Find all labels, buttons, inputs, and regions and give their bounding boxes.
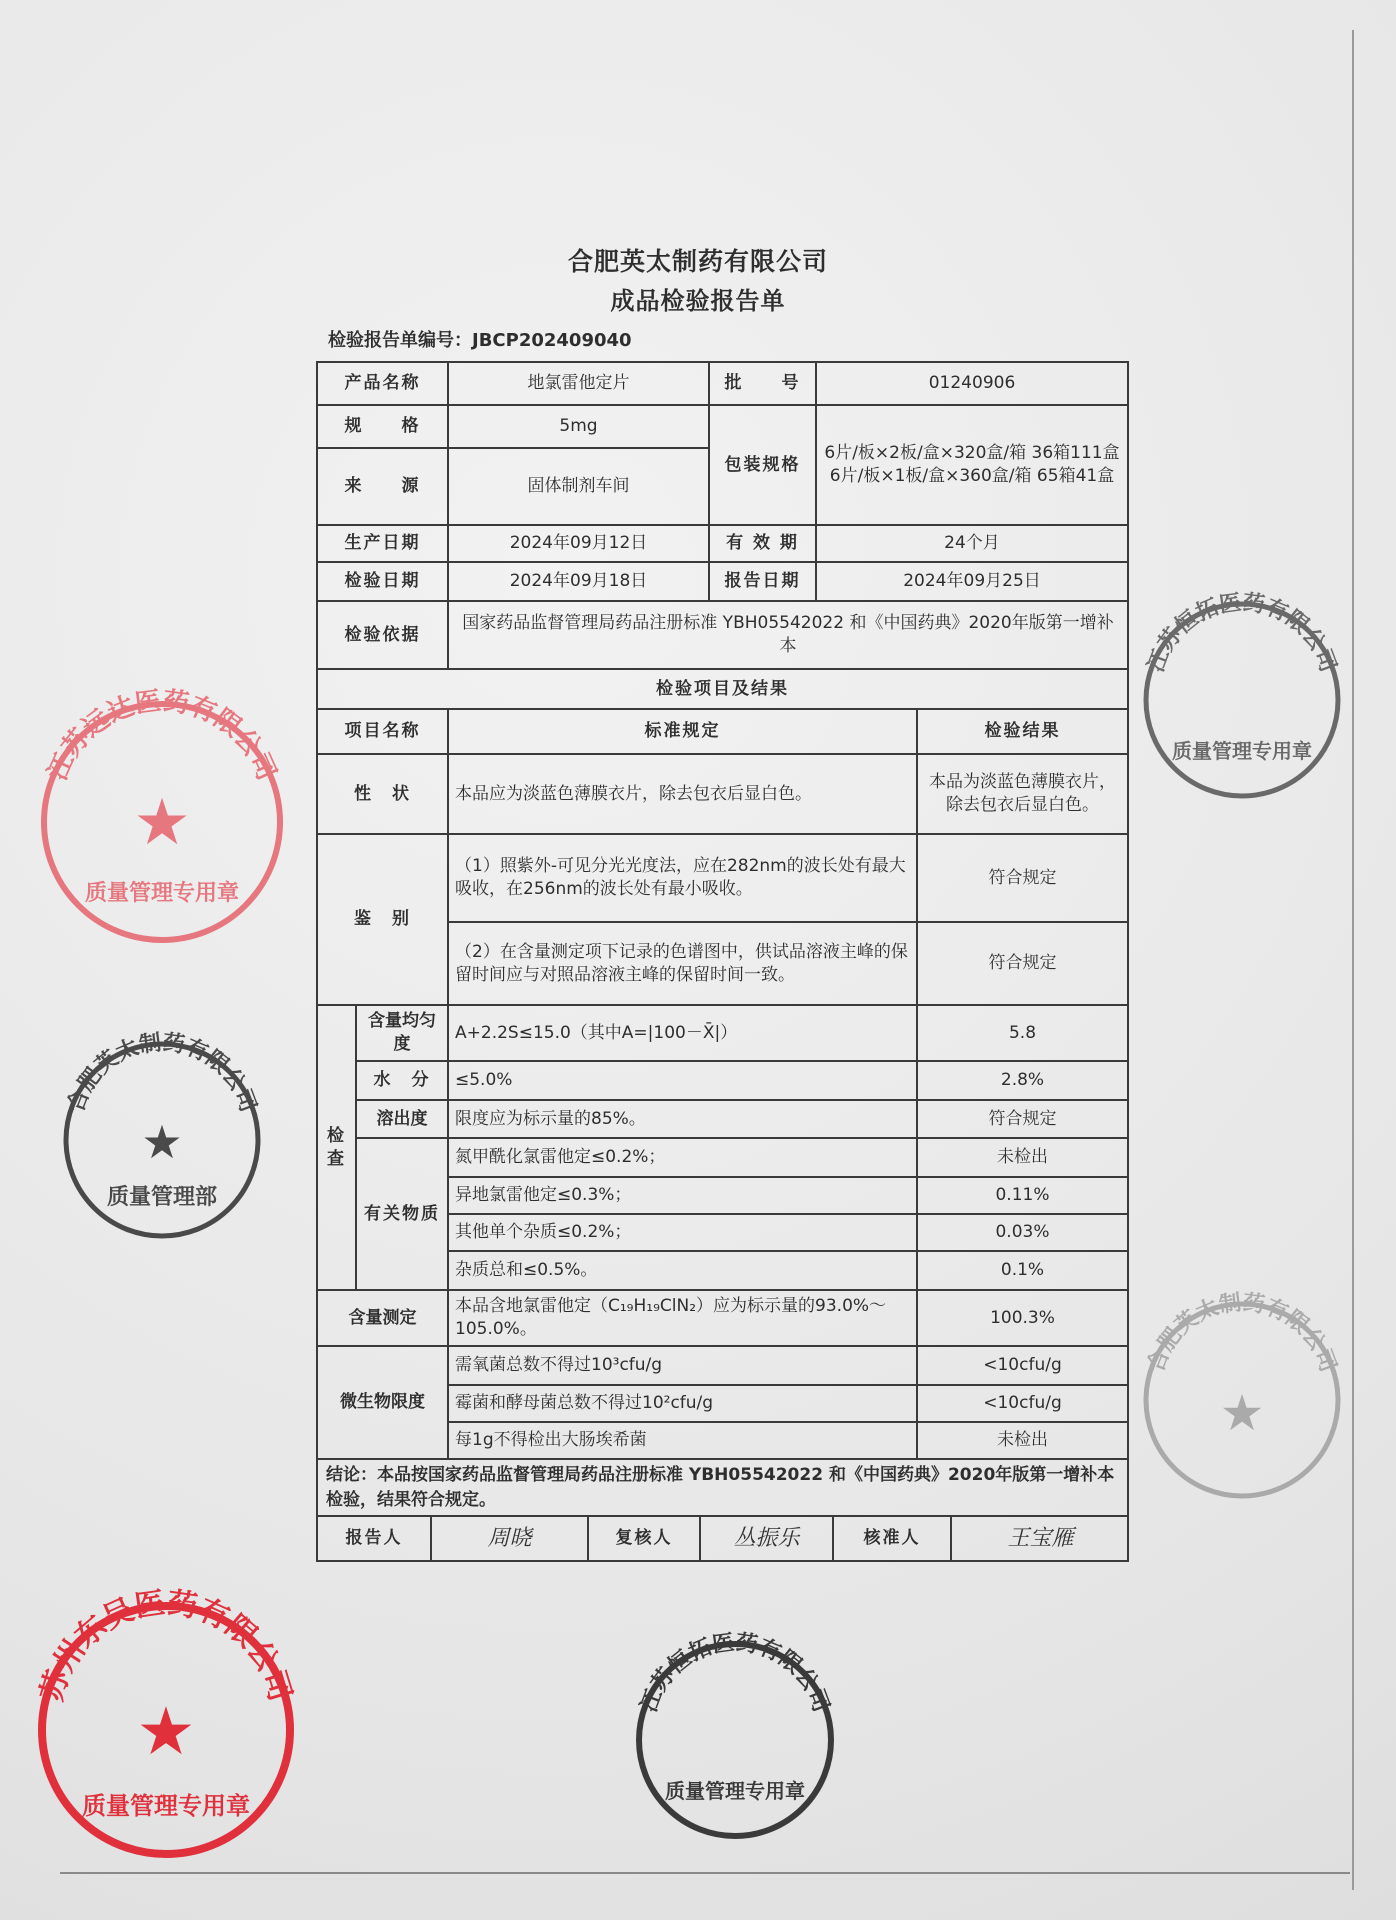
- batch-label: 批 号: [709, 362, 816, 405]
- report-date: 2024年09月25日: [816, 562, 1128, 601]
- standard-text: 杂质总和≤0.5%。: [448, 1251, 917, 1290]
- reviewer-label: 复核人: [588, 1517, 700, 1560]
- stamp-text: 质量管理专用章: [665, 1779, 805, 1803]
- report-date-label: 报告日期: [709, 562, 816, 601]
- product-name: 地氯雷他定片: [448, 362, 709, 405]
- stamp-red-middle: [40, 686, 284, 944]
- result-value: 5.8: [917, 1005, 1128, 1061]
- result-value: 0.03%: [917, 1214, 1128, 1251]
- table-row: [317, 362, 1128, 405]
- table-row: [317, 1005, 1128, 1061]
- stamp-suzhou: [34, 1585, 298, 1860]
- table-row: [317, 601, 1128, 669]
- table-row: [317, 754, 1128, 834]
- spec-value: 5mg: [448, 405, 709, 448]
- standard-text: 每1g不得检出大肠埃希菌: [448, 1422, 917, 1459]
- result-value: <10cfu/g: [917, 1385, 1128, 1422]
- result-value: 符合规定: [917, 834, 1128, 922]
- standard-text: 氮甲酰化氯雷他定≤0.2%；: [448, 1138, 917, 1177]
- results-section-title: 检验项目及结果: [317, 669, 1128, 709]
- expiry-value: 24个月: [816, 525, 1128, 562]
- stamp-text: 质量管理专用章: [84, 881, 240, 906]
- stamp-text: 合肥英太制药有限公司: [63, 1030, 261, 1116]
- table-row: [317, 1290, 1128, 1346]
- result-value: <10cfu/g: [917, 1346, 1128, 1385]
- company-name: 合肥英太制药有限公司: [567, 247, 828, 276]
- result-value: 符合规定: [917, 1100, 1128, 1138]
- approver-label: 核准人: [833, 1517, 951, 1560]
- approver-signature: 王宝雁: [951, 1517, 1129, 1560]
- item-name: 微生物限度: [317, 1346, 448, 1459]
- table-row: [317, 834, 1128, 922]
- product-name-label: 产品名称: [317, 362, 448, 405]
- basis-label: 检验依据: [317, 601, 448, 669]
- table-row: [317, 1138, 1128, 1177]
- table-row: [317, 562, 1128, 601]
- conclusion: 结论：本品按国家药品监督管理局药品注册标准 YBH05542022 和《中国药典》2020年版第一增补本检验，结果符合规定。: [317, 1459, 1128, 1516]
- signature-table: [318, 1517, 1129, 1560]
- standard-text: 需氧菌总数不得过10³cfu/g: [448, 1346, 917, 1385]
- packaging-line: 6片/板×1板/盒×360盒/箱 65箱41盒: [829, 466, 1115, 486]
- signature-row: [317, 1516, 1128, 1561]
- packaging-value: [816, 405, 1128, 525]
- reporter-label: 报告人: [345, 1528, 403, 1549]
- test-date-label: 检验日期: [317, 562, 448, 601]
- standard-text: A+2.2S≤15.0（其中A=|100－X̄|）: [448, 1005, 917, 1061]
- mfg-date-label: 生产日期: [317, 525, 448, 562]
- column-header-item: 项目名称: [317, 709, 448, 754]
- standard-text: （1）照紫外-可见分光光度法，应在282nm的波长处有最大吸收，在256nm的波长处有最小吸收。: [448, 834, 917, 922]
- inspection-table: [316, 361, 1129, 1562]
- reviewer-signature: 丛振乐: [700, 1517, 833, 1560]
- table-header-row: [317, 709, 1128, 754]
- table-row: [317, 1346, 1128, 1385]
- test-date: 2024年09月18日: [448, 562, 709, 601]
- stamp-hefei-qa: [62, 1030, 262, 1240]
- svg-text:★: ★: [1219, 1384, 1265, 1442]
- packaging-line: 6片/板×2板/盒×320盒/箱 36箱111盒: [824, 443, 1120, 464]
- reporter-signature: 周晓: [431, 1517, 588, 1560]
- result-value: 2.8%: [917, 1061, 1128, 1100]
- stamp-text: 质量管理部: [106, 1185, 218, 1210]
- standard-text: 本品应为淡蓝色薄膜衣片，除去包衣后显白色。: [448, 754, 917, 834]
- result-value: 未检出: [917, 1138, 1128, 1177]
- table-row: [317, 1061, 1128, 1100]
- packaging-label: 包装规格: [709, 405, 816, 525]
- result-value: 100.3%: [917, 1290, 1128, 1346]
- item-name: 鉴 别: [317, 834, 448, 1005]
- standard-text: ≤5.0%: [448, 1061, 917, 1100]
- standard-text: 本品含地氯雷他定（C₁₉H₁₉ClN₂）应为标示量的93.0%～105.0%。: [448, 1290, 917, 1346]
- standard-text: 其他单个杂质≤0.2%；: [448, 1214, 917, 1251]
- table-row: [317, 1100, 1128, 1138]
- stamp-text: 质量管理专用章: [1172, 739, 1312, 763]
- signature-cell: [317, 1516, 1128, 1561]
- stamp-text: 江苏恒拓医药有限公司: [636, 1630, 834, 1716]
- report-number: [328, 326, 632, 352]
- page-edge: [60, 1872, 1350, 1874]
- item-name: 含量测定: [317, 1290, 448, 1346]
- result-value: 未检出: [917, 1422, 1128, 1459]
- table-row: [317, 405, 1128, 448]
- result-value: 符合规定: [917, 922, 1128, 1005]
- mfg-date: 2024年09月12日: [448, 525, 709, 562]
- stamp-jiangsu-right: [1142, 590, 1342, 800]
- standard-text: 异地氯雷他定≤0.3%；: [448, 1177, 917, 1214]
- source-value: 固体制剂车间: [448, 448, 709, 525]
- column-header-standard: 标准规定: [448, 709, 917, 754]
- stamp-hefei-right: [1142, 1290, 1342, 1500]
- sub-item-name: 水 分: [356, 1061, 448, 1100]
- table-row: [317, 669, 1128, 709]
- result-value: 本品为淡蓝色薄膜衣片，除去包衣后显白色。: [917, 754, 1128, 834]
- item-name: 检查: [317, 1005, 356, 1290]
- conclusion-row: [317, 1459, 1128, 1516]
- result-value: 0.1%: [917, 1251, 1128, 1290]
- table-row: [317, 525, 1128, 562]
- document-title: 成品检验报告单: [610, 287, 786, 315]
- stamp-text: 质量管理专用章: [82, 1792, 250, 1820]
- stamp-text: 江苏远达医药有限公司: [42, 686, 282, 785]
- spec-label: 规 格: [317, 405, 448, 448]
- result-value: 0.11%: [917, 1177, 1128, 1214]
- expiry-label: 有 效 期: [709, 525, 816, 562]
- sub-item-name: 含量均匀度: [356, 1005, 448, 1061]
- svg-text:★: ★: [141, 1115, 183, 1169]
- report-number-value: JBCP202409040: [472, 330, 632, 351]
- svg-text:★: ★: [136, 1693, 196, 1770]
- sub-item-name: 有关物质: [356, 1138, 448, 1290]
- sub-item-name: 溶出度: [356, 1100, 448, 1138]
- source-label: 来 源: [317, 448, 448, 525]
- batch-number: 01240906: [816, 362, 1128, 405]
- item-name: 性 状: [317, 754, 448, 834]
- stamp-text: 合肥英太制药有限公司: [1143, 1290, 1341, 1376]
- report-number-label: 检验报告单编号：: [328, 330, 472, 351]
- svg-text:★: ★: [133, 786, 191, 860]
- standard-text: 限度应为标示量的85%。: [448, 1100, 917, 1138]
- stamp-text: 苏州东吴医药有限公司: [34, 1585, 298, 1706]
- standard-text: （2）在含量测定项下记录的色谱图中，供试品溶液主峰的保留时间应与对照品溶液主峰的保留时间一致。: [448, 922, 917, 1005]
- column-header-result: 检验结果: [917, 709, 1128, 754]
- stamp-text: 江苏恒拓医药有限公司: [1143, 590, 1341, 676]
- stamp-jiangsu-bottom: [635, 1630, 835, 1840]
- basis-value: 国家药品监督管理局药品注册标准 YBH05542022 和《中国药典》2020年版第一增补本: [448, 601, 1128, 669]
- standard-text: 霉菌和酵母菌总数不得过10²cfu/g: [448, 1385, 917, 1422]
